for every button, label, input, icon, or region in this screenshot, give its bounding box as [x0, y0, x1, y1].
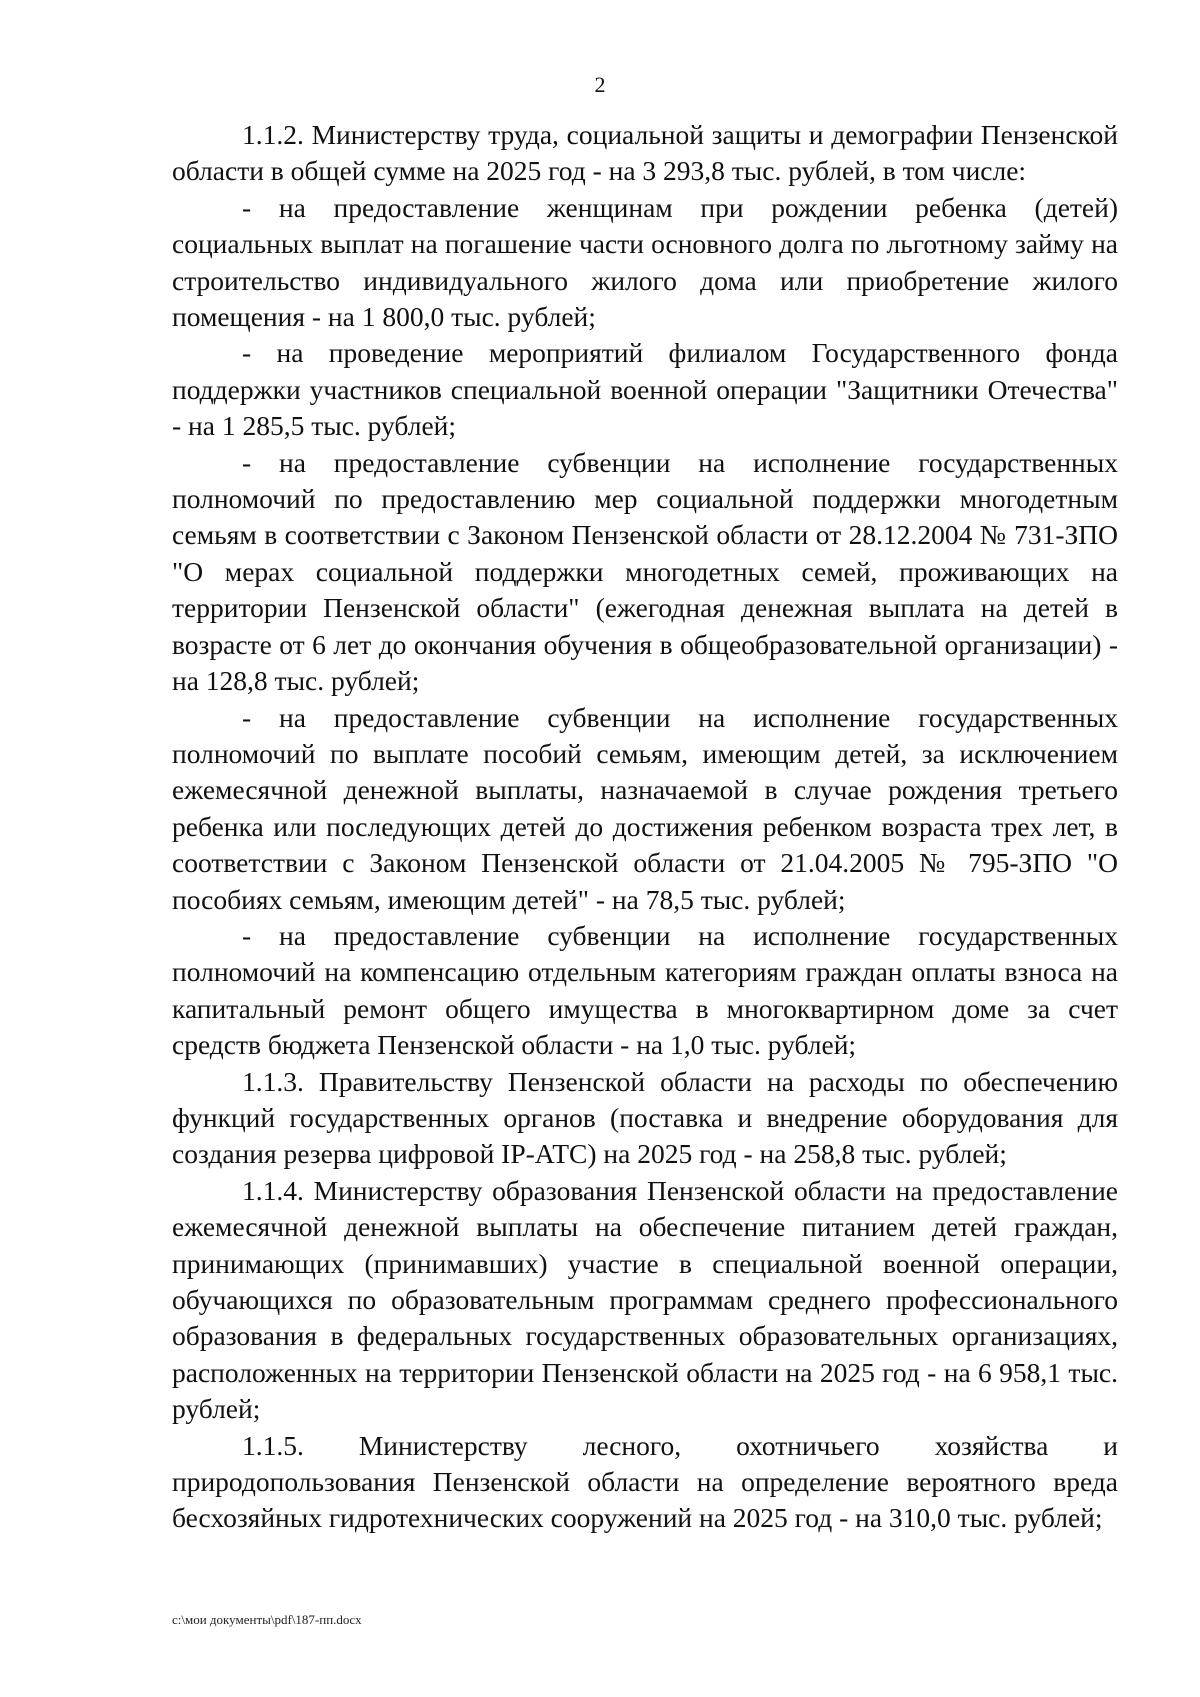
page-number: 2 — [594, 72, 606, 97]
list-item-family-allowances-subvention: - на предоставление субвенции на исполнение государственных полномочий по выплате пособий семьям, имеющим детей, за исключением ежемесячной денежной выплаты, назначаемой в случае рождения третьего ребенка или последующих детей до достижения ребенком возраста трех лет, в соответствии с Законом Пензенской области от 21.04.2005 № 795-ЗПО "О пособиях семьям, имеющим детей" - на 78,5 тыс. рублей; — [172, 701, 1118, 915]
paragraph-1-1-3: 1.1.3. Правительству Пензенской области на расходы по обеспечению функций государственных органов (поставка и внедрение оборудования для создания резерва цифровой IP-АТС) на 2025 год - на 258,8 тыс. рублей; — [172, 1065, 1118, 1170]
paragraph-1-1-5: 1.1.5. Министерству лесного, охотничьего хозяйства и природопользования Пензенской области на определение вероятного вреда бесхозяйных гидротехнических сооружений на 2025 год - на 310,0 тыс. рублей; — [172, 1429, 1118, 1534]
paragraph-1-1-2: 1.1.2. Министерству труда, социальной защиты и демографии Пензенской области в общей сумме на 2025 год - на 3 293,8 тыс. рублей, в том числе: — [172, 119, 1118, 187]
paragraph-1-1-4: 1.1.4. Министерству образования Пензенской области на предоставление ежемесячной денежной выплаты на обеспечение питанием детей граждан, принимающих (принимавших) участие в специальной военной операции, обучающихся по образовательным программам среднего профессионального образования в федеральных государственных образовательных организациях, расположенных на территории Пензенской области на 2025 год - на 6 958,1 тыс. рублей; — [172, 1174, 1118, 1425]
footer-file-path: c:\мои документы\pdf\187-пп.docx — [172, 1612, 362, 1627]
list-item-large-families-subvention: - на предоставление субвенции на исполнение государственных полномочий по предоставлению мер социальной поддержки многодетным семьям в соответствии с Законом Пензенской области от 28.12.2004 № 731-ЗПО "О мерах социальной поддержки многодетных семей, проживающих на территории Пензенской области" (ежегодная денежная выплата на детей в возрасте от 6 лет до окончания обучения в общеобразовательной организации) - на 128,8 тыс. рублей; — [172, 446, 1118, 697]
list-item-maternity-payments: - на предоставление женщинам при рождении ребенка (детей) социальных выплат на погашение части основного долга по льготному займу на строительство индивидуального жилого дома или приобретение жилого помещения - на 1 800,0 тыс. рублей; — [172, 191, 1118, 333]
document-body — [172, 117, 1118, 1537]
list-item-defenders-fund: - на проведение мероприятий филиалом Государственного фонда поддержки участников специальной военной операции "Защитники Отечества" - на 1 285,5 тыс. рублей; — [172, 337, 1118, 442]
list-item-capital-repair-compensation: - на предоставление субвенции на исполнение государственных полномочий на компенсацию отдельным категориям граждан оплаты взноса на капитальный ремонт общего имущества в многоквартирном доме за счет средств бюджета Пензенской области - на 1,0 тыс. рублей; — [172, 919, 1118, 1061]
